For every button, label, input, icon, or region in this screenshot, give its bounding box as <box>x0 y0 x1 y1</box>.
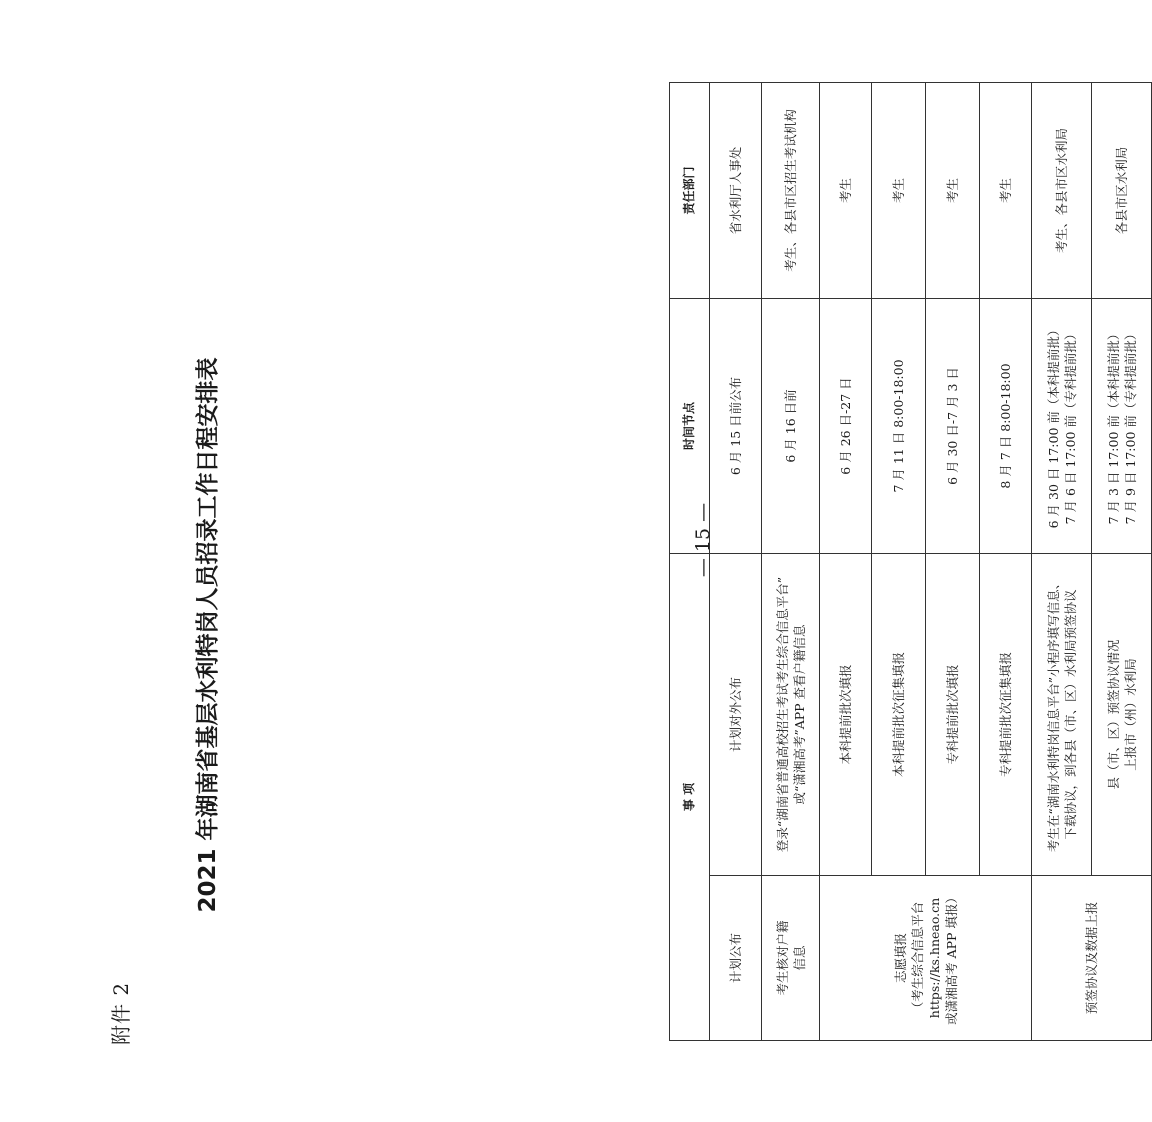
row-time: 6 月 30 日 17:00 前（本科提前批） 7 月 6 日 17:00 前（专科提前批） <box>1032 299 1092 554</box>
row-category: 计划公布 <box>710 876 762 1041</box>
group-presign: 预签协议及数据上报 <box>1032 876 1152 1041</box>
row-item: 计划对外公布 <box>710 554 762 876</box>
row-dept: 考生 <box>980 83 1032 299</box>
row-dept: 各县市区水利局 <box>1092 83 1152 299</box>
row-time: 6 月 26 日-27 日 <box>820 299 872 554</box>
row-time: 6 月 15 日前公布 <box>710 299 762 554</box>
row-category: 考生核对户籍 信息 <box>762 876 820 1041</box>
row-dept: 省水利厅人事处 <box>710 83 762 299</box>
row-item: 考生在“湖南水利特岗信息平台”小程序填写信息、 下载协议，到各县（市、区）水利局预签协议 <box>1032 554 1092 876</box>
row-item: 登录“湖南省普通高校招生考试考生综合信息平台” 或“潇湘高考”APP 查看户籍信息 <box>762 554 820 876</box>
attachment-label: 附件 2 <box>109 981 133 1045</box>
row-dept: 考生、各县市区招生考试机构 <box>762 83 820 299</box>
row-dept: 考生 <box>926 83 980 299</box>
row-dept: 考生、各县市区水利局 <box>1032 83 1092 299</box>
row-time: 6 月 30 日-7 月 3 日 <box>926 299 980 554</box>
table-row <box>762 83 820 1041</box>
row-item: 专科提前批次征集填报 <box>980 554 1032 876</box>
table-row <box>710 83 762 1041</box>
page-title: 2021 年湖南省基层水利特岗人员招录工作日程安排表 <box>195 357 221 913</box>
header-item: 事 项 <box>670 554 710 1041</box>
header-time: 时间节点 <box>670 299 710 554</box>
row-item: 专科提前批次填报 <box>926 554 980 876</box>
schedule-table <box>669 82 1152 1041</box>
table-row <box>1032 83 1092 1041</box>
row-time: 7 月 3 日 17:00 前（本科提前批） 7 月 9 日 17:00 前（专科提前批） <box>1092 299 1152 554</box>
row-dept: 考生 <box>872 83 926 299</box>
row-time: 8 月 7 日 8:00-18:00 <box>980 299 1032 554</box>
row-item: 县（市、区）预签协议情况 上报市（州）水利局 <box>1092 554 1152 876</box>
row-item: 本科提前批次填报 <box>820 554 872 876</box>
table-row <box>820 83 872 1041</box>
schedule-table-wrapper <box>669 83 1138 1041</box>
row-time: 7 月 11 日 8:00-18:00 <box>872 299 926 554</box>
row-item: 本科提前批次征集填报 <box>872 554 926 876</box>
row-time: 6 月 16 日前 <box>762 299 820 554</box>
row-dept: 考生 <box>820 83 872 299</box>
page-number: — 15 — <box>692 502 714 578</box>
group-volunteer: 志愿填报 （考生综合信息平台 https://ks.hneao.cn 或潇湘高考 APP 填报） <box>820 876 1032 1041</box>
header-dept: 责任部门 <box>670 83 710 299</box>
